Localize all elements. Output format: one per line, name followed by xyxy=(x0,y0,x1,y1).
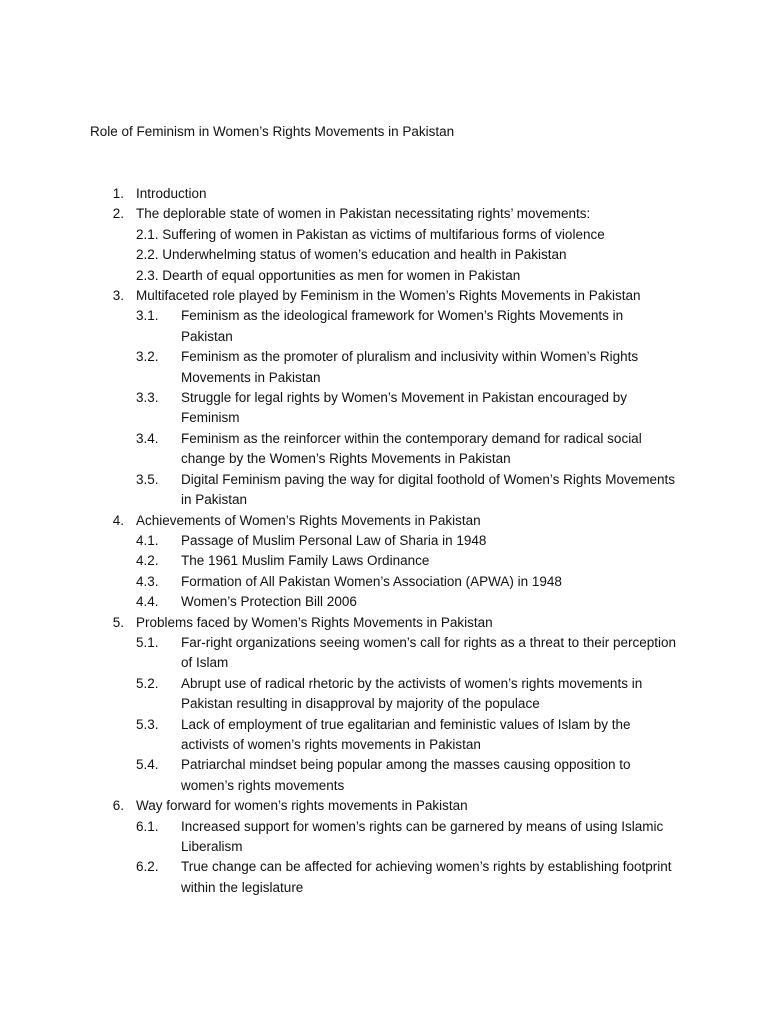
outline-item xyxy=(0,817,768,858)
outline-item-text: True change can be affected for achieving women’s rights by establishing footprint within the legislature xyxy=(181,859,672,895)
outline-item xyxy=(0,857,768,898)
outline-item xyxy=(0,613,768,633)
outline-item-text: Achievements of Women’s Rights Movements in Pakistan xyxy=(136,512,481,528)
outline-item xyxy=(0,531,768,551)
outline-item xyxy=(0,266,768,286)
outline-item-text: Passage of Muslim Personal Law of Sharia in 1948 xyxy=(181,532,487,548)
outline-item xyxy=(0,572,768,592)
outline-item xyxy=(0,429,768,470)
outline-item-number: 4. xyxy=(112,512,124,528)
outline-item-number: 3.5. xyxy=(136,471,159,487)
outline-item-number: 1. xyxy=(112,186,124,201)
outline-item-text: Digital Feminism paving the way for digital foothold of Women’s Rights Movements in Pakistan xyxy=(181,471,675,508)
outline-item xyxy=(0,225,768,245)
outline-item xyxy=(0,470,768,511)
outline-item-text: Women’s Protection Bill 2006 xyxy=(181,594,357,610)
outline-item-number: 5.4. xyxy=(136,757,159,773)
outline-item xyxy=(0,755,768,796)
outline-item-number: 5. xyxy=(112,614,124,630)
outline-item-number: 3.3. xyxy=(136,390,159,406)
outline-item xyxy=(0,674,768,715)
outline-item xyxy=(0,511,768,531)
outline-item-number: 6.2. xyxy=(136,859,159,875)
outline-item-number: 6. xyxy=(112,798,124,814)
outline-item-number: 5.3. xyxy=(136,716,159,732)
outline-item-number: 4.1. xyxy=(136,532,159,548)
outline-item-text: Patriarchal mindset being popular among the masses causing opposition to women’s rights movements xyxy=(181,757,631,793)
outline-item-text: Formation of All Pakistan Women’s Association (APWA) in 1948 xyxy=(181,573,562,589)
outline-item-text: The deplorable state of women in Pakistan necessitating rights’ movements: xyxy=(136,206,591,222)
outline-item-text: The 1961 Muslim Family Laws Ordinance xyxy=(181,553,430,569)
outline-item xyxy=(0,633,768,674)
outline-item-number: 5.1. xyxy=(136,634,159,650)
outline-item-text: 2.1. Suffering of women in Pakistan as victims of multifarious forms of violence xyxy=(136,226,605,242)
outline-item-number: 5.2. xyxy=(136,675,159,691)
outline-item-number: 6.1. xyxy=(136,818,159,834)
outline-item-text: Increased support for women’s rights can be garnered by means of using Islamic Liberalism xyxy=(181,818,664,854)
outline-item-text: Struggle for legal rights by Women’s Movement in Pakistan encouraged by Feminism xyxy=(181,390,627,426)
outline-item xyxy=(0,388,768,429)
outline-item xyxy=(0,184,768,204)
outline-item-number: 2. xyxy=(112,206,124,222)
outline-item xyxy=(0,796,768,816)
outline-item-number: 3.4. xyxy=(136,430,159,446)
outline-item xyxy=(0,551,768,571)
outline-item-text: Feminism as the promoter of pluralism and inclusivity within Women’s Rights Movements in Pakistan xyxy=(181,349,639,385)
outline-item-text: Way forward for women’s rights movements in Pakistan xyxy=(136,798,468,814)
outline-item xyxy=(0,592,768,612)
document-title: Role of Feminism in Women’s Rights Movements in Pakistan xyxy=(90,124,455,139)
outline-list xyxy=(0,184,768,898)
outline-item-number: 3.1. xyxy=(136,308,159,324)
outline-item-text: Feminism as the reinforcer within the contemporary demand for radical social change by the Women’s Rights Movements in Pakistan xyxy=(181,430,642,467)
outline-item-number: 3. xyxy=(112,288,124,304)
outline-item xyxy=(0,245,768,265)
outline-item-number: 2.2. xyxy=(136,247,159,263)
outline-item-number: 4.2. xyxy=(136,553,159,569)
outline-item-text: Lack of employment of true egalitarian and feministic values of Islam by the activists of women’s rights movements in Pakistan xyxy=(181,716,631,752)
outline-item xyxy=(0,715,768,756)
outline-item-text: Feminism as the ideological framework for Women’s Rights Movements in Pakistan xyxy=(181,308,624,344)
outline-item-text: Multifaceted role played by Feminism in the Women’s Rights Movements in Pakistan xyxy=(136,288,641,304)
outline-item-number: 3.2. xyxy=(136,349,159,365)
outline-item-number: 4.3. xyxy=(136,573,159,589)
outline-item-number: 4.4. xyxy=(136,594,159,610)
outline-item-number: 2.1. xyxy=(136,226,159,242)
outline-item-text: Introduction xyxy=(136,186,207,201)
outline-item xyxy=(0,286,768,306)
outline-item-text: Far-right organizations seeing women’s call for rights as a threat to their perception of Islam xyxy=(181,634,676,671)
outline-item-number: 2.3. xyxy=(136,267,159,283)
outline-item xyxy=(0,204,768,224)
outline-item-text: Abrupt use of radical rhetoric by the activists of women’s rights movements in Pakistan resulting in disapproval by majority of the populace xyxy=(181,675,643,712)
outline-item xyxy=(0,306,768,347)
outline-item-text: Problems faced by Women’s Rights Movements in Pakistan xyxy=(136,614,493,630)
outline-item xyxy=(0,347,768,388)
outline-item-text: 2.2. Underwhelming status of women’s education and health in Pakistan xyxy=(136,247,567,263)
outline-item-text: 2.3. Dearth of equal opportunities as men for women in Pakistan xyxy=(136,267,521,283)
